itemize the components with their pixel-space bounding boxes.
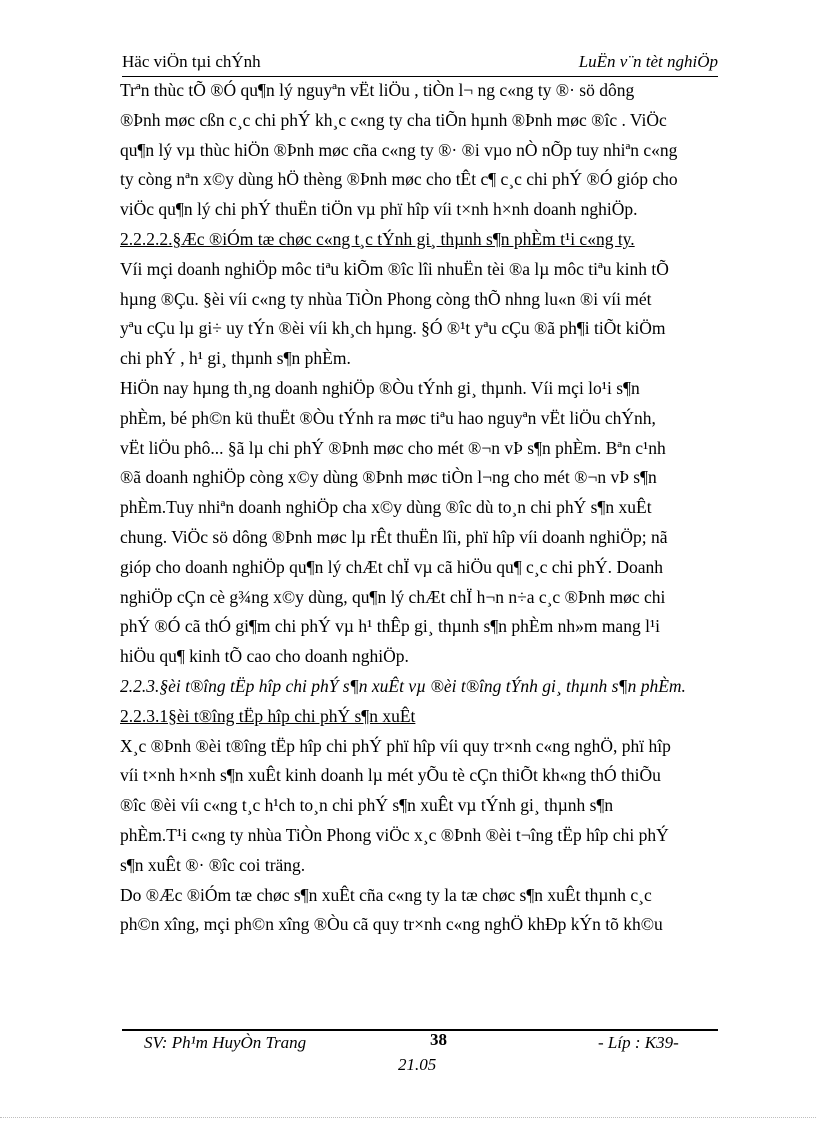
paragraph-5 [120, 881, 740, 941]
text-line: ®Þnh møc cßn c¸c chi phÝ kh¸c c«ng ty cha tiÕn hµnh ®Þnh møc ®îc . ViÖc [120, 109, 667, 130]
text-line: chi phÝ , h¹ gi¸ thµnh s¶n phÈm. [120, 348, 351, 369]
text-line: gióp cho doanh nghiÖp qu¶n lý chÆt chÏ vµ cã hiÖu qu¶ c¸c chi phÝ. Doanh [120, 556, 664, 577]
text-line: ®îc ®èi víi c«ng t¸c h¹ch to¸n chi phÝ s¶n xuÊt vµ tÝnh gi¸ thµnh s¶n [120, 795, 614, 816]
page-bottom-border [0, 1117, 816, 1118]
text-line: phÈm, bé ph©n kü thuËt ®Òu tÝnh ra møc tiªu hao nguyªn vËt liÖu chÝnh, [120, 407, 656, 428]
page-header [122, 50, 718, 77]
text-line: vËt liÖu phô... §ã lµ chi phÝ ®Þnh møc cho mét ®¬n vÞ s¶n phÈm. Bªn c¹nh [120, 437, 666, 458]
text-line: ph©n xîng, mçi ph©n xîng ®Òu cã quy tr×nh c«ng nghÖ khÐp kÝn tõ kh©u [120, 914, 663, 935]
text-line: Trªn thùc tÕ ®Ó qu¶n lý nguyªn vËt liÖu , tiÒn l¬ ng c«ng ty ®· sö dông [120, 80, 635, 100]
text-line: víi t×nh h×nh s¶n xuÊt kinh doanh lµ mét yÕu tè cÇn thiÕt kh«ng thÓ thiÕu [120, 765, 661, 786]
text-line: phÈm.Tuy nhiªn doanh nghiÖp cha x©y dùng ®îc dù to¸n chi phÝ s¶n xuÊt [120, 497, 652, 518]
footer-student-name: SV: Ph¹m HuyÒn Trang [144, 1033, 307, 1052]
section-heading-223: 2.2.3.§èi t®îng tËp hîp chi phÝ s¶n xuÊt vµ ®èi t®îng tÝnh gi¸ thµnh s¶n phÈm. [120, 675, 686, 696]
header-institution: Häc viÖn tµi chÝnh [122, 52, 261, 71]
text-line: hiÖu qu¶ kinh tÕ cao cho doanh nghiÖp. [120, 646, 409, 667]
text-line: viÖc qu¶n lý chi phÝ thuËn tiÖn vµ phï hîp víi t×nh h×nh doanh nghiÖp. [120, 199, 638, 220]
paragraph-2 [120, 255, 740, 374]
text-line: phÈm.T¹i c«ng ty nhùa TiÒn Phong viÖc x¸c ®Þnh ®èi t¬îng tËp hîp chi phÝ [120, 824, 669, 845]
text-line: nghiÖp cÇn cè g¾ng x©y dùng, qu¶n lý chÆt chÏ h¬n n÷a c¸c ®Þnh møc chi [120, 586, 666, 607]
page-number: 38 [430, 1030, 447, 1049]
paragraph-4 [120, 732, 740, 881]
text-line: ty còng nªn x©y dùng hÖ thèng ®Þnh møc cho tÊt c¶ c¸c chi phÝ ®Ó gióp cho [120, 169, 678, 190]
footer-class: - Líp : K39- [598, 1033, 679, 1052]
text-line: ®ã doanh nghiÖp còng x©y dùng ®Þnh møc tiÒn l¬ng cho mét ®¬n vÞ s¶n [120, 467, 657, 488]
text-line: qu¶n lý vµ thùc hiÖn ®Þnh møc cña c«ng ty ®· ®i vµo nÒ nÕp tuy nhiªn c«ng [120, 139, 678, 160]
document-body [120, 76, 740, 940]
footer-date: 21.05 [398, 1055, 437, 1074]
text-line: Do ®Æc ®iÓm tæ chøc s¶n xuÊt cña c«ng ty la tæ chøc s¶n xuÊt thµnh c¸c [120, 884, 652, 905]
section-heading-2222: 2.2.2.2.§Æc ®iÓm tæ chøc c«ng t¸c tÝnh gi¸ thµnh s¶n phÈm t¹i c«ng ty. [120, 228, 635, 249]
paragraph-3 [120, 374, 740, 672]
paragraph-1 [120, 76, 740, 225]
text-line: X¸c ®Þnh ®èi t®îng tËp hîp chi phÝ phï hîp víi quy tr×nh c«ng nghÖ, phï hîp [120, 735, 671, 756]
text-line: phÝ ®Ó cã thÓ gi¶m chi phÝ vµ h¹ thÊp gi¸ thµnh s¶n phÈm nh»m mang l¹i [120, 616, 661, 637]
text-line: hµng ®Çu. §èi víi c«ng ty nhùa TiÒn Phong còng thÕ nhng lu«n ®i víi mét [120, 288, 652, 309]
header-thesis-title: LuËn v¨n tèt nghiÖp [578, 52, 718, 71]
text-line: HiÖn nay hµng th¸ng doanh nghiÖp ®Òu tÝnh gi¸ thµnh. Víi mçi lo¹i s¶n [120, 377, 640, 398]
text-line: yªu cÇu lµ gi÷ uy tÝn ®èi víi kh¸ch hµng. §Ó ®¹t yªu cÇu ®ã ph¶i tiÕt kiÖm [120, 318, 666, 339]
text-line: s¶n xuÊt ®· ®îc coi träng. [120, 854, 306, 875]
footer-divider [122, 1029, 718, 1031]
text-line: chung. ViÖc sö dông ®Þnh møc lµ rÊt thuËn lîi, phï hîp víi doanh nghiÖp; nã [120, 526, 668, 547]
text-line: Víi mçi doanh nghiÖp môc tiªu kiÕm ®îc lîi nhuËn tèi ®a lµ môc tiªu kinh tÕ [120, 258, 669, 279]
section-heading-2231: 2.2.3.1§èi t®îng tËp hîp chi phÝ s¶n xuÊt [120, 705, 416, 726]
